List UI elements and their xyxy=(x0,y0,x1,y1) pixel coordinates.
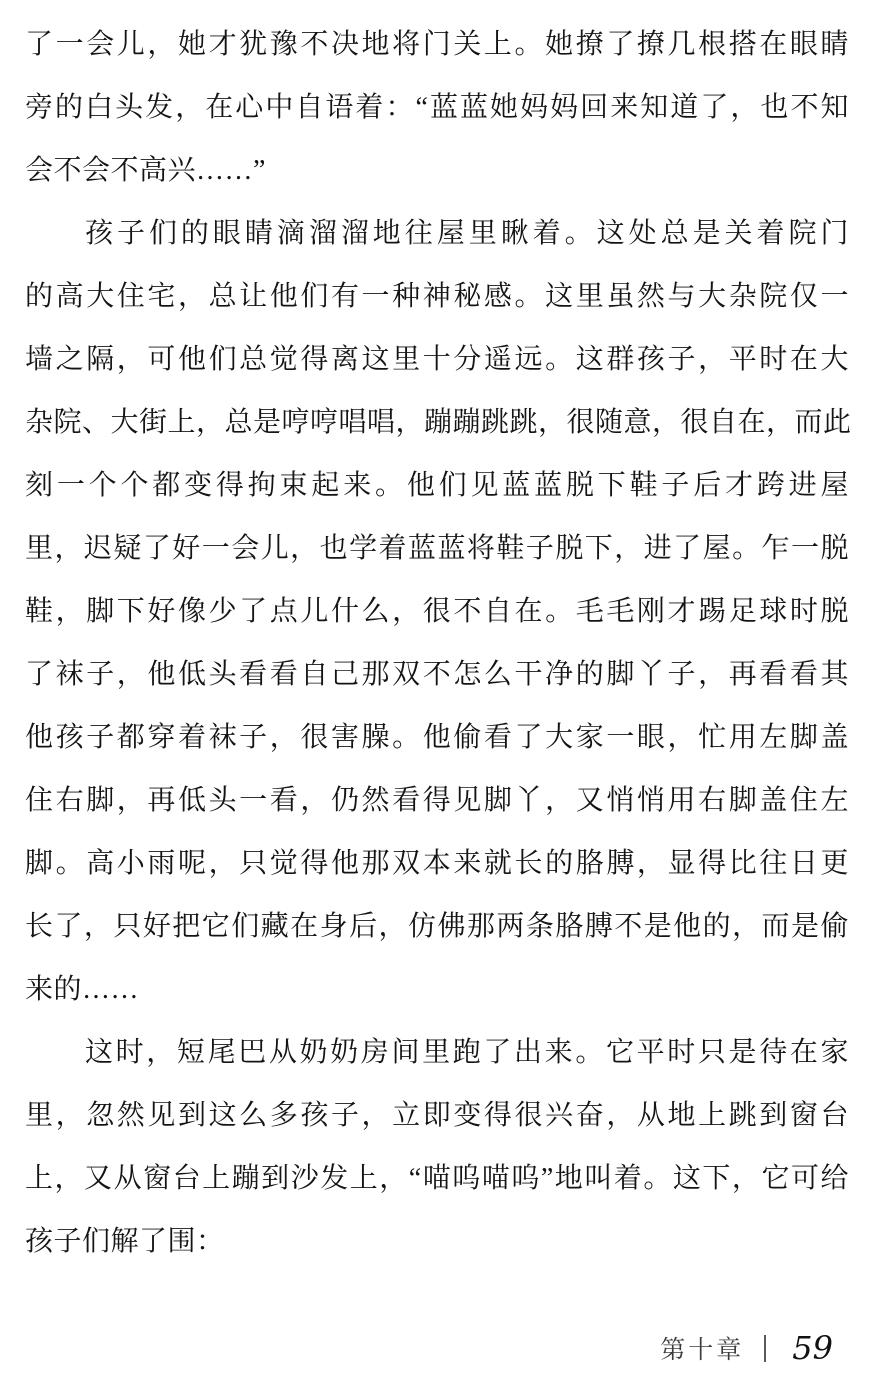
text-line: 他孩子都穿着袜子，很害臊。他偷看了大家一眼，忙用左脚盖 xyxy=(25,722,849,753)
text-line: 长了，只好把它们藏在身后，仿佛那两条胳膊不是他的，而是偷 xyxy=(25,911,849,942)
page-text xyxy=(25,13,852,1273)
paragraph xyxy=(25,1021,849,1273)
text-line: 脚。高小雨呢，只觉得他那双本来就长的胳膊，显得比往日更 xyxy=(25,848,849,879)
text-line: 住右脚，再低头一看，仍然看得见脚丫，又悄悄用右脚盖住左 xyxy=(25,785,849,816)
text-line: 了一会儿，她才犹豫不决地将门关上。她撩了撩几根搭在眼睛 xyxy=(25,29,849,60)
text-line: 的高大住宅，总让他们有一种神秘感。这里虽然与大杂院仅一 xyxy=(25,281,849,312)
page-footer xyxy=(660,1326,833,1370)
paragraph xyxy=(25,202,852,1021)
text-line: 里，忽然见到这么多孩子，立即变得很兴奋，从地上跳到窗台 xyxy=(25,1100,849,1131)
text-line: 刻一个个都变得拘束起来。他们见蓝蓝脱下鞋子后才跨进屋 xyxy=(25,470,849,501)
text-line: 了袜子，他低头看看自己那双不怎么干净的脚丫子，再看看其 xyxy=(25,659,849,690)
text-line: 孩子们解了围： xyxy=(25,1226,225,1257)
page-number: 59 xyxy=(792,1329,833,1367)
paragraph xyxy=(25,13,849,202)
text-line: 鞋，脚下好像少了点儿什么，很不自在。毛毛刚才踢足球时脱 xyxy=(25,596,849,627)
chapter-label: 第十章 xyxy=(660,1337,745,1364)
text-line: 里，迟疑了好一会儿，也学着蓝蓝将鞋子脱下，进了屋。乍一脱 xyxy=(25,533,849,564)
text-line: 来的…… xyxy=(25,974,140,1005)
text-line: 孩子们的眼睛滴溜溜地往屋里瞅着。这处总是关着院门 xyxy=(85,218,849,249)
text-line: 会不会不高兴……” xyxy=(25,155,266,186)
text-line: 旁的白头发，在心中自语着：“蓝蓝她妈妈回来知道了，也不知 xyxy=(25,92,849,123)
text-line: 杂院、大街上，总是哼哼唱唱，蹦蹦跳跳，很随意，很自在，而此 xyxy=(25,407,852,438)
text-line: 这时，短尾巴从奶奶房间里跑了出来。它平时只是待在家 xyxy=(85,1037,849,1068)
text-line: 墙之隔，可他们总觉得离这里十分遥远。这群孩子，平时在大 xyxy=(25,344,849,375)
footer-separator-line xyxy=(764,1335,766,1362)
text-line: 上，又从窗台上蹦到沙发上，“喵呜喵呜”地叫着。这下，它可给 xyxy=(25,1163,849,1194)
